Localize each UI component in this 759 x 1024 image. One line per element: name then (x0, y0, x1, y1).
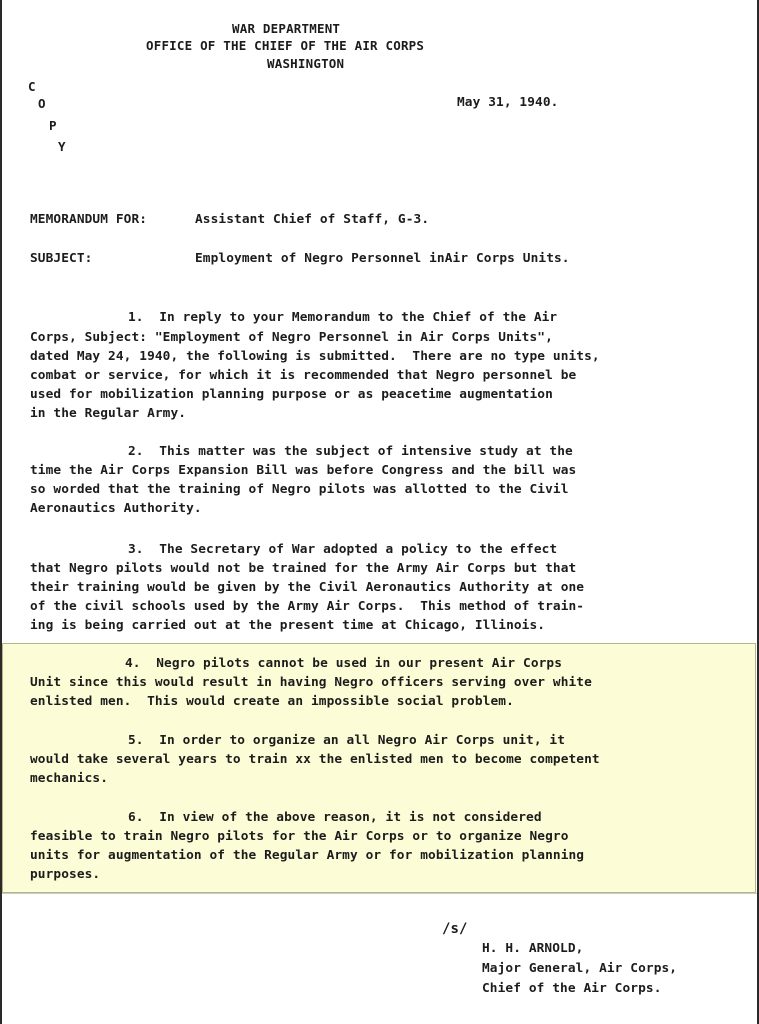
paragraph-line: used for mobilization planning purpose or as peacetime augmentation (30, 387, 553, 402)
paragraph-line: so worded that the training of Negro pilots was allotted to the Civil (30, 482, 569, 497)
memo-for-label: MEMORANDUM FOR: (30, 212, 148, 227)
letterhead-office: OFFICE OF THE CHIEF OF THE AIR CORPS (146, 38, 425, 53)
copy-stamp-letter: Y (58, 139, 66, 154)
subject-value: Employment of Negro Personnel inAir Corps Units. (195, 251, 570, 266)
paragraph-line: feasible to train Negro pilots for the Air Corps or to organize Negro (30, 829, 569, 844)
paragraph-line: mechanics. (30, 771, 109, 786)
paragraph-line: would take several years to train xx the enlisted men to become competent (30, 752, 600, 767)
paragraph-line: enlisted men. This would create an impossible social problem. (30, 694, 514, 709)
signer-rank: Major General, Air Corps, (482, 961, 678, 976)
paragraph-line: of the civil schools used by the Army Air Corps. This method of train- (30, 599, 585, 614)
paragraph-line: Corps, Subject: "Employment of Negro Personnel in Air Corps Units", (30, 330, 553, 345)
paragraph-line: Unit since this would result in having Negro officers serving over white (30, 675, 592, 690)
paragraph-line: in the Regular Army. (30, 406, 187, 421)
copy-stamp-letter: P (49, 118, 57, 133)
subject-label: SUBJECT: (30, 251, 93, 266)
paragraph-line: ing is being carried out at the present time at Chicago, Illinois. (30, 618, 546, 633)
signature-mark: /s/ (442, 921, 468, 937)
paragraph-line: Aeronautics Authority. (30, 501, 202, 516)
paragraph-line: 6. In view of the above reason, it is not considered (128, 810, 542, 825)
paragraph-line: 1. In reply to your Memorandum to the Chief of the Air (128, 310, 558, 325)
paragraph-line: their training would be given by the Civil Aeronautics Authority at one (30, 580, 585, 595)
paragraph-line: time the Air Corps Expansion Bill was before Congress and the bill was (30, 463, 577, 478)
copy-stamp-letter: O (38, 96, 46, 111)
signer-name: H. H. ARNOLD, (482, 941, 584, 956)
copy-stamp-letter: C (28, 79, 36, 94)
paragraph-line: 3. The Secretary of War adopted a policy to the effect (128, 542, 558, 557)
memo-date: May 31, 1940. (457, 95, 559, 110)
paragraph-line: 4. Negro pilots cannot be used in our present Air Corps (125, 656, 563, 671)
paragraph-line: units for augmentation of the Regular Army or for mobilization planning (30, 848, 585, 863)
memo-for-value: Assistant Chief of Staff, G-3. (195, 212, 430, 227)
letterhead-department: WAR DEPARTMENT (232, 21, 341, 36)
paragraph-line: 5. In order to organize an all Negro Air Corps unit, it (128, 733, 566, 748)
paragraph-line: 2. This matter was the subject of intensive study at the (128, 444, 573, 459)
paragraph-line: dated May 24, 1940, the following is submitted. There are no type units, (30, 349, 600, 364)
paragraph-line: purposes. (30, 867, 101, 882)
paragraph-line: that Negro pilots would not be trained for the Army Air Corps but that (30, 561, 577, 576)
signer-title: Chief of the Air Corps. (482, 981, 662, 996)
divider (2, 893, 757, 894)
paragraph-line: combat or service, for which it is recommended that Negro personnel be (30, 368, 577, 383)
letterhead-city: WASHINGTON (267, 56, 345, 71)
